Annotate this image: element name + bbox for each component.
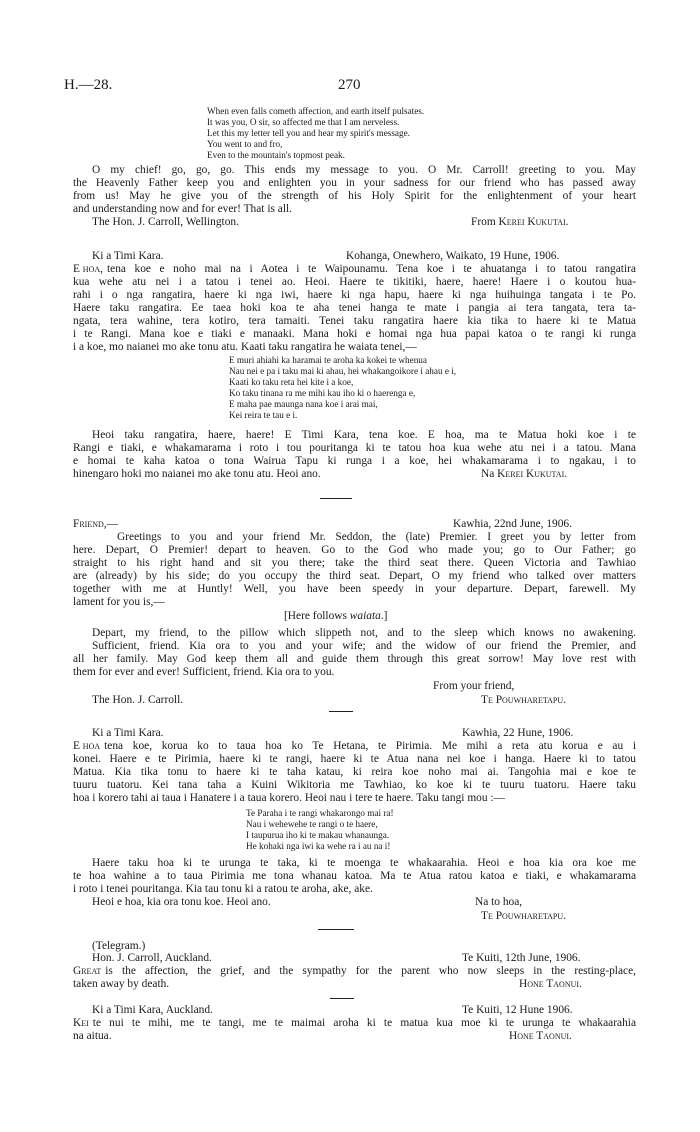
section-divider bbox=[330, 998, 354, 999]
salutation: Ki a Timi Kara, Auckland. bbox=[92, 1004, 213, 1016]
paragraph-line: rahi i o nga rangatira, haere ki nga iwi, haere ki nga hapu, haere ki nga huihuinga tangata i te Po. bbox=[73, 289, 636, 301]
verse-line: Te Paraha i te rangi whakarongo mai ra! bbox=[246, 808, 394, 818]
verse-line: Kaati ko taku reta hei kite i a koe, bbox=[229, 377, 354, 387]
section-divider bbox=[329, 711, 353, 712]
paragraph-line: ngata, tera wahine, tera kotiro, tera tamaiti. Tenei taku rangatira haere kia tika to haere ki te Matua bbox=[73, 315, 636, 327]
place-date: Kawhia, 22nd June, 1906. bbox=[453, 518, 572, 530]
addressee: Hon. J. Carroll, Auckland. bbox=[92, 952, 212, 964]
paragraph-line: and understanding now and for ever! That is all. bbox=[73, 203, 292, 215]
closing: Na to hoa, bbox=[475, 896, 523, 908]
closing: From your friend, bbox=[433, 680, 515, 692]
section-divider bbox=[320, 498, 352, 499]
verse-line: Let this my letter tell you and hear my spirit's message. bbox=[207, 128, 410, 138]
salutation: Ki a Timi Kara. bbox=[92, 250, 164, 262]
report-code: H.—28. bbox=[64, 77, 113, 93]
paragraph-line: are (already) by his side; do you occupy the third seat. Depart, O my friend who talked over matters bbox=[73, 570, 636, 582]
paragraph-line: hoa i korero tahi ai taua i Hanatere i a taua korero. Heoi nau i tere te haere. Taku tangi mou :— bbox=[73, 792, 505, 804]
paragraph-line: E hoa tena koe, korua ko to taua hoa ko Te Hetana, te Pirimia. Me mihi a reta atu korua e au i bbox=[73, 740, 636, 752]
verse-line: E maha pae maunga nana koe i arai mai, bbox=[229, 399, 378, 409]
paragraph-line: hinengaro hoki mo naianei mo ake tonu atu. Heoi ano. bbox=[73, 468, 321, 480]
paragraph-line: kua wehe atu nei i a tatou i tenei ao. Heoi. Haere te tikitiki, haere, haere! Haere i o koutou hua- bbox=[73, 276, 636, 288]
paragraph-line: Depart, my friend, to the pillow which slippeth not, and to the sleep which knows no awakening. bbox=[92, 627, 636, 639]
verse-line: You went to and fro, bbox=[207, 139, 283, 149]
paragraph-line: here. Depart, O Premier! depart to heaven. Go to the God who made you; go to Our Father; go bbox=[73, 544, 636, 556]
page-number: 270 bbox=[338, 77, 361, 93]
telegram-label: (Telegram.) bbox=[92, 940, 146, 952]
paragraph-line: i roto i tenei pouritanga. Kia tau tonu ki a ratou te aroha, ake, ake. bbox=[73, 883, 373, 895]
place-date: Kohanga, Onewhero, Waikato, 19 Hune, 1906. bbox=[346, 250, 560, 262]
paragraph-line: i te Rangi. Mana koe e tiaki e manaaki. Mana hoki e homai nga hua papai katoa o te rangi ki runga bbox=[73, 328, 636, 340]
paragraph-line: na aitua. bbox=[73, 1030, 112, 1042]
verse-line: I taupurua iho ki te makau whanaunga. bbox=[246, 830, 390, 840]
paragraph-line: konei. Haere e te Pirimia, haere ki te rangi, haere ki te Atua nana nei koe i hanga. Haere ki to tatou bbox=[73, 753, 636, 765]
signature-name: Kerei Kukutai. bbox=[497, 468, 568, 480]
place-date: Te Kuiti, 12th June, 1906. bbox=[462, 952, 581, 964]
verse-line: He kohaki nga iwi ka wehe ra i au na i! bbox=[246, 841, 391, 851]
paragraph-line: Rangi e tiaki, e whakamarama i roto i tou pouritanga ki te tatou hoa kua wehe atu nei i a tatou. Mana bbox=[73, 442, 636, 454]
paragraph-line: O my chief! go, go, go. This ends my message to you. O Mr. Carroll! greeting to you. May bbox=[92, 164, 636, 176]
signature: Te Pouwharetapu. bbox=[481, 694, 567, 706]
salutation: Friend,— bbox=[73, 518, 119, 530]
from-label: From bbox=[471, 216, 496, 228]
paragraph-line: the Heavenly Father keep you and enlighten you in your sadness for our friend who has passed away bbox=[73, 177, 636, 189]
signature bbox=[471, 216, 569, 229]
paragraph-line: lament for you is,— bbox=[73, 596, 165, 608]
signature bbox=[481, 468, 567, 481]
verse-line: It was you, O sir, so affected me that I am nerveless. bbox=[207, 117, 400, 127]
verse-line: Kei reira te tau e i. bbox=[229, 410, 298, 420]
opening-word: Kei bbox=[73, 1017, 89, 1029]
editorial-note: [Here follows waiata.] bbox=[284, 610, 388, 622]
paragraph-line: e homai te kaha katoa o tona Wairua Tapu ki runga i a koe, hei whakamarama i to ngakau, i to bbox=[73, 455, 636, 467]
paragraph-line: E hoa, tena koe e noho mai na i Aotea i te Waipounamu. Tena koe i te ahuatanga i to tatou rangatira bbox=[73, 263, 636, 275]
paragraph-line: together with me at Huntly! Well, you have been speedy in your departure. Depart, farewell. My bbox=[73, 583, 636, 595]
verse-line: Nau i wehewehe te rangi o te haere, bbox=[246, 819, 378, 829]
paragraph-line: them for ever and ever! Sufficient, friend. Kia ora to you. bbox=[73, 666, 335, 678]
verse-line: When even falls cometh affection, and earth itself pulsates. bbox=[207, 106, 425, 116]
signature: Te Pouwharetapu. bbox=[481, 910, 567, 922]
paragraph-line: from us! May he give you of the strength of his Holy Spirit for the enlightenment of your heart bbox=[73, 190, 636, 202]
paragraph-line: Haere taku hoa ki te urunga te taka, ki te moenga te whakaarahia. Heoi e hoa kia ora koe me bbox=[92, 857, 636, 869]
paragraph-line: Sufficient, friend. Kia ora to you and your wife; and the widow of our friend the Premier, and bbox=[92, 640, 636, 652]
paragraph-line: all her family. May God keep them all and guide them through this great sorrow! May love rest with bbox=[73, 653, 636, 665]
opening-word: E hoa bbox=[73, 740, 101, 752]
signature-prefix: Na bbox=[481, 468, 495, 480]
place-date: Kawhia, 22 Hune, 1906. bbox=[462, 727, 574, 739]
paragraph-line: Matua. Kia tika tonu to haere ki te taha katau, ki reira koe noho mai ai. Tangohia mai e koe te bbox=[73, 766, 636, 778]
paragraph-line: Great is the affection, the grief, and the sympathy for the parent who now sleeps in the resting-place, bbox=[73, 965, 636, 977]
verse-line: E muri ahiahi ka haramai te aroha ka kokei te whenua bbox=[229, 355, 427, 365]
paragraph-line: i a koe, mo naianei mo ake tonu atu. Kaati taku rangatira he waiata tenei,— bbox=[73, 341, 417, 353]
signature-name: Kerei Kukutai. bbox=[498, 216, 569, 228]
opening-word: E hoa, bbox=[73, 263, 103, 275]
verse-line: Nau nei e pa i taku mai ki ahau, hei whakangoikore i ahau e i, bbox=[229, 366, 457, 376]
paragraph-line: Heoi e hoa, kia ora tonu koe. Heoi ano. bbox=[92, 896, 271, 908]
section-divider bbox=[318, 929, 354, 930]
signature: Hone Taonui. bbox=[519, 978, 582, 990]
paragraph-line: Heoi taku rangatira, haere, haere! E Timi Kara, tena koe. E hoa, ma te Matua hoki koe i te bbox=[92, 429, 636, 441]
paragraph-line: te hoa wahine a to taua Pirimia me tona whanau katoa. Ma te Atua ratou katoa e tiaki, e whakamarama bbox=[73, 870, 636, 882]
verse-line: Ko taku tinana ra me mihi kau iho ki o haerenga e, bbox=[229, 388, 416, 398]
paragraph-line: Greetings to you and your friend Mr. Seddon, the (late) Premier. I greet you by letter from bbox=[117, 531, 636, 543]
signature: Hone Taonui. bbox=[509, 1030, 572, 1042]
paragraph-line: tuuru tuatoru. Kei tana taha a Kuini Wikitoria me Tawhiao, ko koe ki te tuuru tuatoru. Haere taku bbox=[73, 779, 636, 791]
paragraph-line: Haere taku rangatira. Ee taea hoki koa te aha tenei hanga te mate i pangia ai tera tangata, tera ta- bbox=[73, 302, 636, 314]
opening-word: Great bbox=[73, 965, 102, 977]
salutation: Ki a Timi Kara. bbox=[92, 727, 164, 739]
verse-line: Even to the mountain's topmost peak. bbox=[207, 150, 345, 160]
paragraph-line: Kei te nui te mihi, me te tangi, me te maimai aroha ki te matua kua moe ki te urunga te whakaarahia bbox=[73, 1017, 636, 1029]
place-date: Te Kuiti, 12 Hune 1906. bbox=[462, 1004, 573, 1016]
addressee: The Hon. J. Carroll. bbox=[92, 694, 184, 706]
paragraph-line: taken away by death. bbox=[73, 978, 170, 990]
addressee: The Hon. J. Carroll, Wellington. bbox=[92, 216, 239, 228]
paragraph-line: straight to his right hand and sit you there; take the third seat there. Queen Victoria and Tawhiao bbox=[73, 557, 636, 569]
